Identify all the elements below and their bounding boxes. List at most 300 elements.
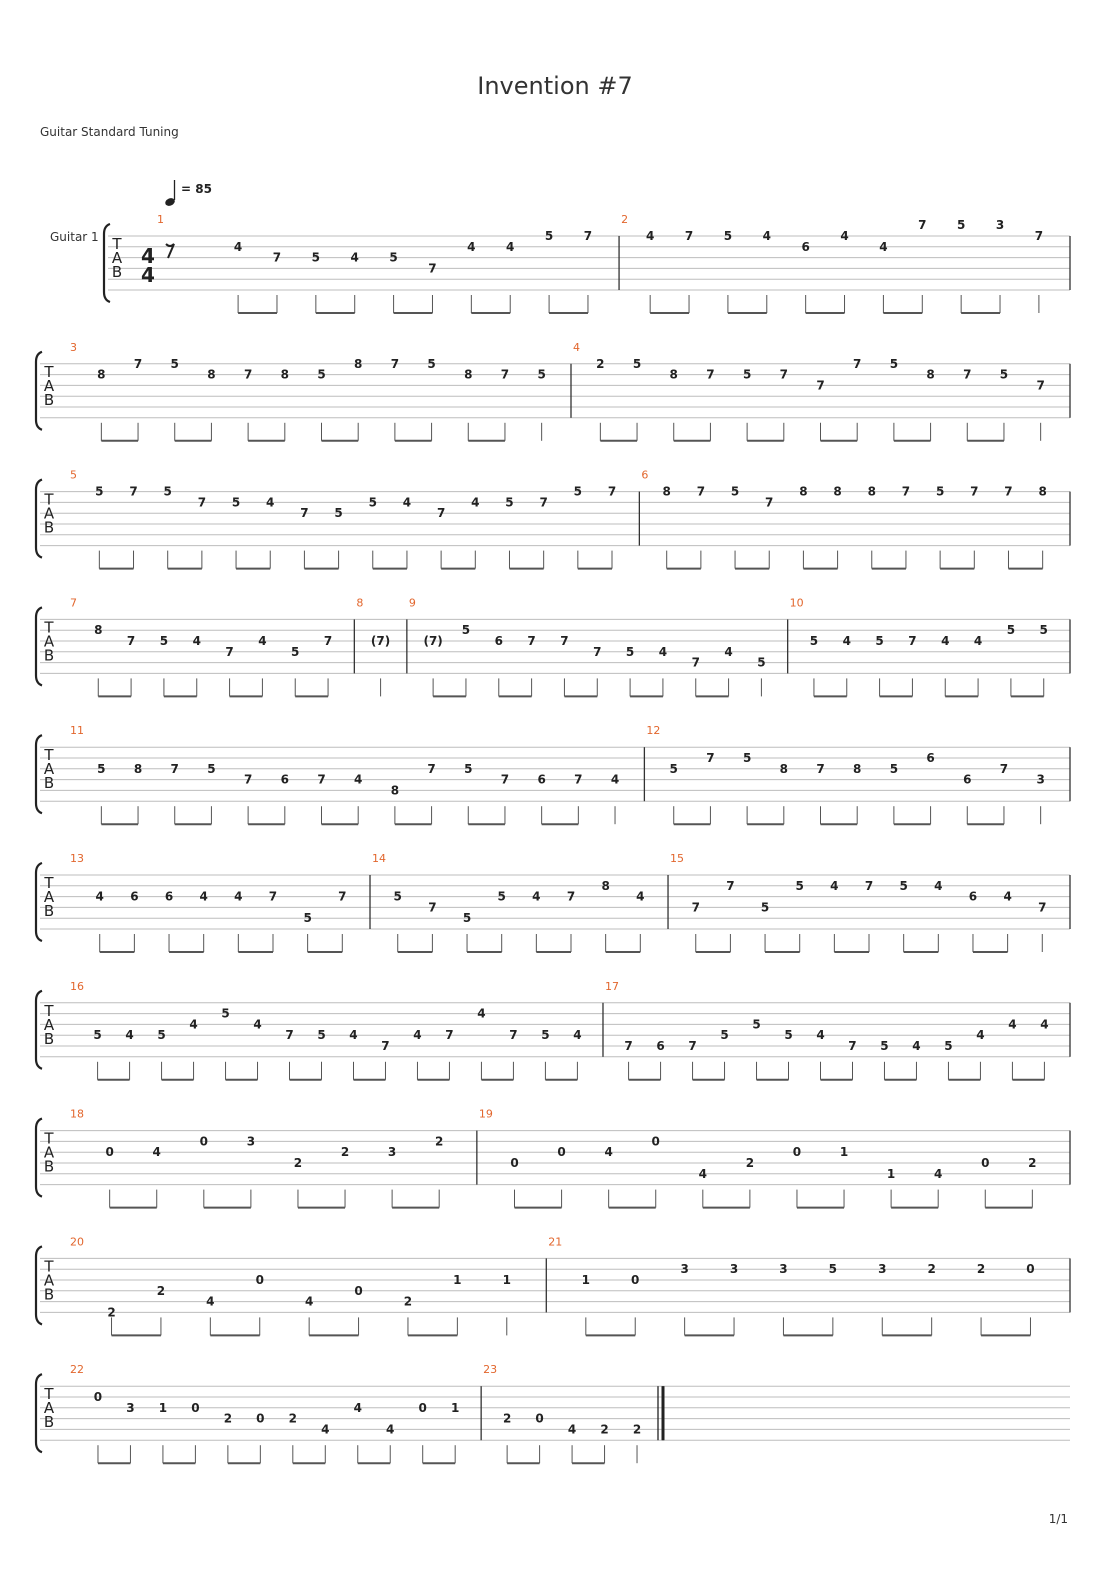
tab-clef-letter: B	[43, 1285, 55, 1304]
tab-system	[36, 1108, 1070, 1208]
fret-number: 4	[125, 1028, 134, 1043]
fret-number: 5	[632, 356, 642, 371]
fret-number: 7	[338, 889, 347, 904]
fret-number: 0	[981, 1156, 990, 1170]
measure-number: 19	[478, 1107, 493, 1121]
tab-clef-letter: B	[43, 1413, 55, 1432]
fret-number: 0	[255, 1273, 264, 1287]
fret-number: 7	[445, 1028, 454, 1043]
measure-number: 20	[70, 1235, 84, 1249]
fret-number: 4	[762, 229, 771, 243]
fret-number: 4	[506, 239, 515, 254]
fret-number: 1	[581, 1273, 591, 1287]
fret-number: 4	[636, 889, 645, 904]
fret-number: 8	[669, 367, 678, 382]
tab-clef-letter: B	[43, 646, 55, 665]
fret-number: 7	[243, 367, 253, 382]
measure-number: 17	[604, 979, 619, 993]
fret-number: 8	[601, 878, 610, 893]
fret-number: 5	[669, 761, 678, 776]
tab-system	[36, 852, 1070, 952]
fret-number: 4	[973, 634, 983, 648]
fret-number: 5	[935, 484, 945, 499]
fret-number: 7	[133, 356, 143, 371]
fret-number: 5	[231, 495, 241, 510]
fret-number: 4	[976, 1028, 985, 1043]
fret-number: 4	[266, 495, 275, 510]
fret-number: 4	[95, 889, 104, 904]
fret-number: 5	[170, 356, 179, 371]
fret-number: 5	[956, 218, 966, 233]
measure-number: 10	[789, 596, 804, 610]
fret-number: 4	[234, 889, 243, 904]
measure	[605, 980, 1070, 1080]
fret-number: 8	[779, 761, 788, 776]
fret-number: 7	[285, 1028, 294, 1043]
fret-number: 7	[129, 484, 138, 499]
fret-number: 4	[199, 889, 208, 904]
fret-number: 7	[527, 634, 536, 648]
fret-number: 5	[537, 367, 546, 382]
fret-number: 5	[809, 634, 819, 648]
fret-number: 4	[152, 1145, 161, 1160]
measure-number: 13	[70, 852, 84, 865]
fret-number: 8	[207, 367, 216, 382]
fret-number: 2	[502, 1411, 512, 1426]
measure	[70, 469, 639, 569]
fret-number: 7	[300, 506, 309, 521]
fret-number: 2	[600, 1422, 609, 1437]
measure-number: 2	[621, 213, 629, 226]
page-number: 1/1	[1048, 1512, 1068, 1526]
measure-number: 5	[70, 468, 77, 482]
measure	[573, 341, 1070, 441]
fret-number: 4	[467, 239, 476, 254]
fret-number: 4	[413, 1028, 422, 1043]
tab-system	[36, 1235, 1070, 1335]
fret-number: 4	[934, 878, 943, 893]
tab-clef-letter: A	[111, 249, 123, 267]
fret-number: 5	[544, 229, 554, 243]
fret-number: 7	[691, 900, 700, 915]
fret-number: 7	[816, 761, 825, 776]
fret-number: 8	[799, 484, 808, 499]
fret-number: 8	[662, 484, 671, 499]
fret-number: 5	[999, 367, 1009, 382]
fret-number: 5	[311, 250, 321, 265]
fret-number: 7	[918, 218, 927, 233]
tab-clef-letter: T	[44, 1129, 54, 1148]
fret-number: 5	[760, 900, 770, 915]
fret-number: 1	[453, 1273, 462, 1287]
measure	[70, 1235, 546, 1335]
fret-number: 2	[435, 1134, 444, 1149]
fret-number: 7	[574, 772, 583, 787]
fret-number: 0	[105, 1145, 114, 1160]
fret-number: 5	[317, 367, 326, 382]
eighth-rest-icon	[166, 244, 174, 258]
measure	[70, 1363, 481, 1463]
fret-number: 3	[126, 1400, 135, 1415]
tab-system	[104, 213, 1070, 313]
fret-number: 4	[386, 1422, 395, 1437]
fret-number: 7	[848, 1039, 857, 1053]
fret-number: 5	[221, 1006, 230, 1021]
fret-number: 4	[1040, 1017, 1049, 1032]
fret-number: 7	[1038, 900, 1047, 915]
fret-number: 8	[354, 356, 363, 371]
fret-number: 0	[191, 1400, 200, 1415]
fret-number: 7	[970, 484, 979, 499]
tab-system	[36, 724, 1070, 824]
fret-number: 8	[390, 783, 400, 798]
fret-number: 8	[1038, 484, 1047, 499]
fret-number: 4	[941, 634, 950, 648]
fret-number: 2	[632, 1422, 642, 1437]
fret-number: 4	[645, 229, 655, 243]
fret-number: 5	[899, 878, 908, 893]
tab-clef-letter: A	[43, 1143, 55, 1162]
fret-number: 2	[927, 1262, 936, 1277]
measure	[157, 213, 619, 313]
fret-number: 5	[461, 623, 471, 638]
fret-number: 7	[381, 1039, 390, 1053]
fret-number: 0	[651, 1134, 660, 1149]
fret-number: 4	[816, 1028, 825, 1043]
fret-number: 7	[999, 761, 1009, 776]
fret-number: 0	[354, 1283, 363, 1298]
fret-number: 0	[557, 1145, 566, 1160]
fret-number: 8	[94, 623, 103, 638]
fret-number: 4	[604, 1145, 613, 1160]
fret-number: 2	[288, 1411, 297, 1426]
measure-number: 7	[70, 596, 77, 610]
fret-number: 7	[428, 261, 437, 276]
tab-clef-letter: A	[43, 760, 55, 779]
fret-number: 5	[334, 506, 343, 521]
fret-number: 7	[696, 484, 706, 499]
tab-clef-letter: A	[43, 376, 55, 395]
fret-number: 4	[350, 250, 359, 265]
fret-number: 3	[246, 1134, 256, 1149]
fret-number: 5	[730, 484, 740, 499]
measure-number: 4	[573, 340, 580, 354]
fret-number: 3	[878, 1262, 887, 1277]
fret-number: 5	[723, 229, 733, 243]
fret-number: 0	[631, 1273, 640, 1287]
fret-number: 4	[402, 495, 412, 510]
fret-number: 8	[280, 367, 289, 382]
fret-number: 5	[303, 911, 312, 926]
fret-number: 7	[428, 900, 437, 915]
fret-number: 5	[427, 356, 436, 371]
fret-number: 4	[532, 889, 541, 904]
tab-clef-letter: A	[43, 1015, 55, 1034]
fret-number: 5	[875, 634, 884, 648]
measure-number: 11	[70, 724, 84, 738]
fret-number: 5	[368, 495, 377, 510]
fret-number: 5	[742, 751, 752, 765]
fret-number: 6	[280, 772, 289, 787]
fret-number: 7	[268, 889, 278, 904]
fret-number: 0	[199, 1134, 208, 1149]
tab-clef-letter: B	[43, 518, 55, 537]
fret-number: 5	[889, 356, 899, 371]
fret-number: 2	[745, 1156, 755, 1170]
fret-number: 7	[500, 772, 510, 787]
fret-number: 8	[833, 484, 842, 499]
fret-number: 8	[853, 761, 862, 776]
fret-number: 5	[97, 761, 106, 776]
fret-number: 5	[625, 644, 635, 659]
tab-system	[36, 596, 1070, 696]
tempo-marking	[164, 180, 212, 207]
fret-number: 7	[323, 634, 333, 648]
fret-number: 4	[192, 634, 201, 648]
fret-number: 4	[1003, 889, 1012, 904]
fret-number: 7	[779, 367, 788, 382]
fret-number: 0	[1026, 1262, 1035, 1277]
tab-clef-letter: T	[44, 362, 54, 381]
fret-number: 4	[304, 1294, 314, 1309]
measure-number: 1	[157, 213, 164, 226]
fret-number: 4	[567, 1422, 577, 1437]
fret-number: 5	[159, 634, 169, 648]
tab-clef-letter: B	[43, 902, 55, 920]
fret-number: 7	[706, 751, 715, 765]
fret-number: 5	[157, 1028, 166, 1043]
fret-number: 6	[130, 889, 139, 904]
fret-number: 3	[680, 1262, 689, 1277]
tab-clef-letter: B	[43, 774, 55, 793]
fret-number: 8	[133, 761, 143, 776]
fret-number: 4	[698, 1166, 707, 1181]
fret-number: 4	[1008, 1017, 1017, 1032]
tab-clef-letter: B	[43, 1029, 55, 1048]
fret-number: 1	[450, 1400, 460, 1415]
time-signature-top: 4	[141, 244, 155, 268]
tab-system	[36, 469, 1070, 569]
fret-number: 5	[541, 1028, 550, 1043]
fret-number: 4	[258, 634, 267, 648]
measure-number: 18	[70, 1107, 84, 1121]
fret-number: 7	[853, 356, 862, 371]
fret-number: 8	[464, 367, 473, 382]
fret-number: 1	[886, 1166, 896, 1181]
fret-number: 7	[566, 889, 576, 904]
fret-number: 2	[107, 1305, 116, 1320]
measure	[409, 596, 788, 696]
fret-number: 5	[889, 761, 899, 776]
fret-number: 7	[765, 495, 774, 510]
measure-number: 16	[70, 979, 84, 993]
fret-number: 7	[560, 634, 569, 648]
fret-number: 7	[436, 506, 446, 521]
fret-number: 8	[97, 367, 106, 382]
fret-number: 2	[340, 1145, 350, 1160]
tuning-label: Guitar Standard Tuning	[40, 125, 179, 139]
fret-number: 7	[684, 229, 694, 243]
fret-number: 7	[908, 634, 917, 648]
fret-number: 4	[354, 772, 363, 787]
tab-system	[36, 341, 1070, 441]
fret-number: 5	[720, 1028, 729, 1043]
fret-number: 1	[502, 1273, 511, 1287]
measure-number: 23	[483, 1363, 498, 1377]
fret-number: 6	[494, 634, 503, 648]
fret-number: 7	[607, 484, 617, 499]
fret-number: 4	[879, 239, 888, 254]
tab-clef-letter: T	[44, 1257, 54, 1276]
measure	[621, 213, 1070, 313]
fret-number: 5	[742, 367, 752, 382]
fret-number: (7)	[423, 634, 443, 648]
fret-number: 8	[867, 484, 876, 499]
measure-number: 14	[372, 852, 387, 865]
measure	[372, 852, 668, 952]
measure-number: 8	[356, 596, 364, 610]
fret-number: 4	[206, 1294, 215, 1309]
fret-number: 2	[156, 1283, 166, 1298]
fret-number: 7	[864, 878, 874, 893]
fret-number: 7	[272, 250, 282, 265]
fret-number: 4	[477, 1006, 486, 1021]
fret-number: 3	[995, 218, 1005, 233]
fret-number: 2	[1028, 1156, 1037, 1170]
measure	[70, 596, 354, 696]
fret-number: 4	[840, 229, 849, 243]
measure	[479, 1108, 1070, 1208]
fret-number: 6	[926, 751, 935, 765]
fret-number: 5	[317, 1028, 326, 1043]
measure	[70, 980, 603, 1080]
fret-number: 5	[828, 1262, 838, 1277]
fret-number: 3	[1036, 772, 1045, 787]
fret-number: 4	[934, 1166, 943, 1181]
fret-number: 7	[816, 378, 825, 393]
fret-number: 2	[403, 1294, 413, 1309]
fret-number: 7	[390, 356, 400, 371]
measure	[70, 341, 571, 441]
fret-number: 5	[1006, 623, 1016, 638]
fret-number: 4	[830, 878, 839, 893]
fret-number: 5	[393, 889, 402, 904]
measure-number: 22	[70, 1363, 84, 1377]
fret-number: 3	[729, 1262, 739, 1277]
fret-number: 5	[752, 1017, 761, 1032]
fret-number: 5	[795, 878, 804, 893]
measure	[70, 852, 370, 952]
tab-clef-letter: T	[44, 874, 54, 892]
fret-number: 7	[1036, 378, 1045, 393]
measure	[70, 1108, 477, 1208]
fret-number: 5	[163, 484, 172, 499]
fret-number: 0	[418, 1400, 427, 1415]
tab-system	[36, 1363, 1070, 1463]
fret-number: 0	[792, 1145, 802, 1160]
fret-number: 5	[944, 1039, 953, 1053]
measure	[356, 596, 407, 696]
fret-number: 4	[471, 495, 480, 510]
tab-clef-letter: T	[44, 1001, 54, 1020]
fret-number: 1	[839, 1145, 849, 1160]
tab-clef-letter: T	[112, 235, 122, 253]
fret-number: 1	[158, 1400, 168, 1415]
fret-number: 7	[901, 484, 911, 499]
fret-number: 4	[658, 644, 668, 659]
fret-number: 7	[197, 495, 207, 510]
fret-number: 6	[963, 772, 972, 787]
tab-clef-letter: T	[44, 746, 54, 765]
measure	[483, 1363, 663, 1463]
measure-number: 12	[646, 724, 661, 738]
measure	[646, 724, 1070, 824]
fret-number: (7)	[370, 634, 391, 648]
tab-clef-letter: A	[43, 1271, 55, 1290]
fret-number: 4	[253, 1017, 262, 1032]
fret-number: 5	[497, 889, 506, 904]
measure	[548, 1235, 1070, 1335]
measure	[641, 469, 1070, 569]
fret-number: 4	[724, 644, 733, 659]
fret-number: 5	[389, 250, 398, 265]
fret-number: 5	[462, 911, 472, 926]
fret-number: 0	[535, 1411, 544, 1426]
measure	[790, 596, 1070, 696]
fret-number: 7	[583, 229, 593, 243]
fret-number: 7	[691, 655, 700, 670]
fret-number: 5	[464, 761, 473, 776]
fret-number: 5	[505, 495, 514, 510]
time-signature-bottom: 4	[141, 263, 155, 287]
fret-number: 5	[784, 1028, 793, 1043]
tab-clef-letter: T	[44, 490, 54, 509]
fret-number: 6	[656, 1039, 665, 1053]
fret-number: 6	[968, 889, 978, 904]
fret-number: 7	[509, 1028, 518, 1043]
fret-number: 5	[757, 655, 766, 670]
fret-number: 7	[706, 367, 715, 382]
fret-number: 7	[539, 495, 548, 510]
tab-clef-letter: A	[43, 888, 55, 906]
tab-system	[36, 980, 1070, 1080]
tempo-value: = 85	[181, 182, 212, 196]
measure	[670, 852, 1070, 952]
fret-number: 0	[93, 1390, 103, 1404]
fret-number: 4	[610, 772, 620, 787]
fret-number: 0	[256, 1411, 265, 1426]
tab-clef-letter: B	[43, 1157, 55, 1176]
fret-number: 4	[573, 1028, 582, 1043]
fret-number: 7	[726, 878, 735, 893]
fret-number: 4	[842, 634, 851, 648]
fret-number: 0	[510, 1156, 519, 1170]
fret-number: 2	[223, 1411, 233, 1426]
fret-number: 4	[189, 1017, 198, 1032]
fret-number: 7	[1034, 229, 1044, 243]
tab-clef-letter: A	[43, 632, 55, 651]
fret-number: 3	[779, 1262, 788, 1277]
fret-number: 6	[164, 889, 174, 904]
fret-number: 5	[291, 644, 300, 659]
fret-number: 7	[427, 761, 436, 776]
fret-number: 7	[225, 644, 234, 659]
fret-number: 3	[387, 1145, 397, 1160]
fret-number: 5	[880, 1039, 889, 1053]
fret-number: 4	[321, 1422, 330, 1437]
fret-number: 5	[1039, 623, 1048, 638]
fret-number: 7	[317, 772, 326, 787]
